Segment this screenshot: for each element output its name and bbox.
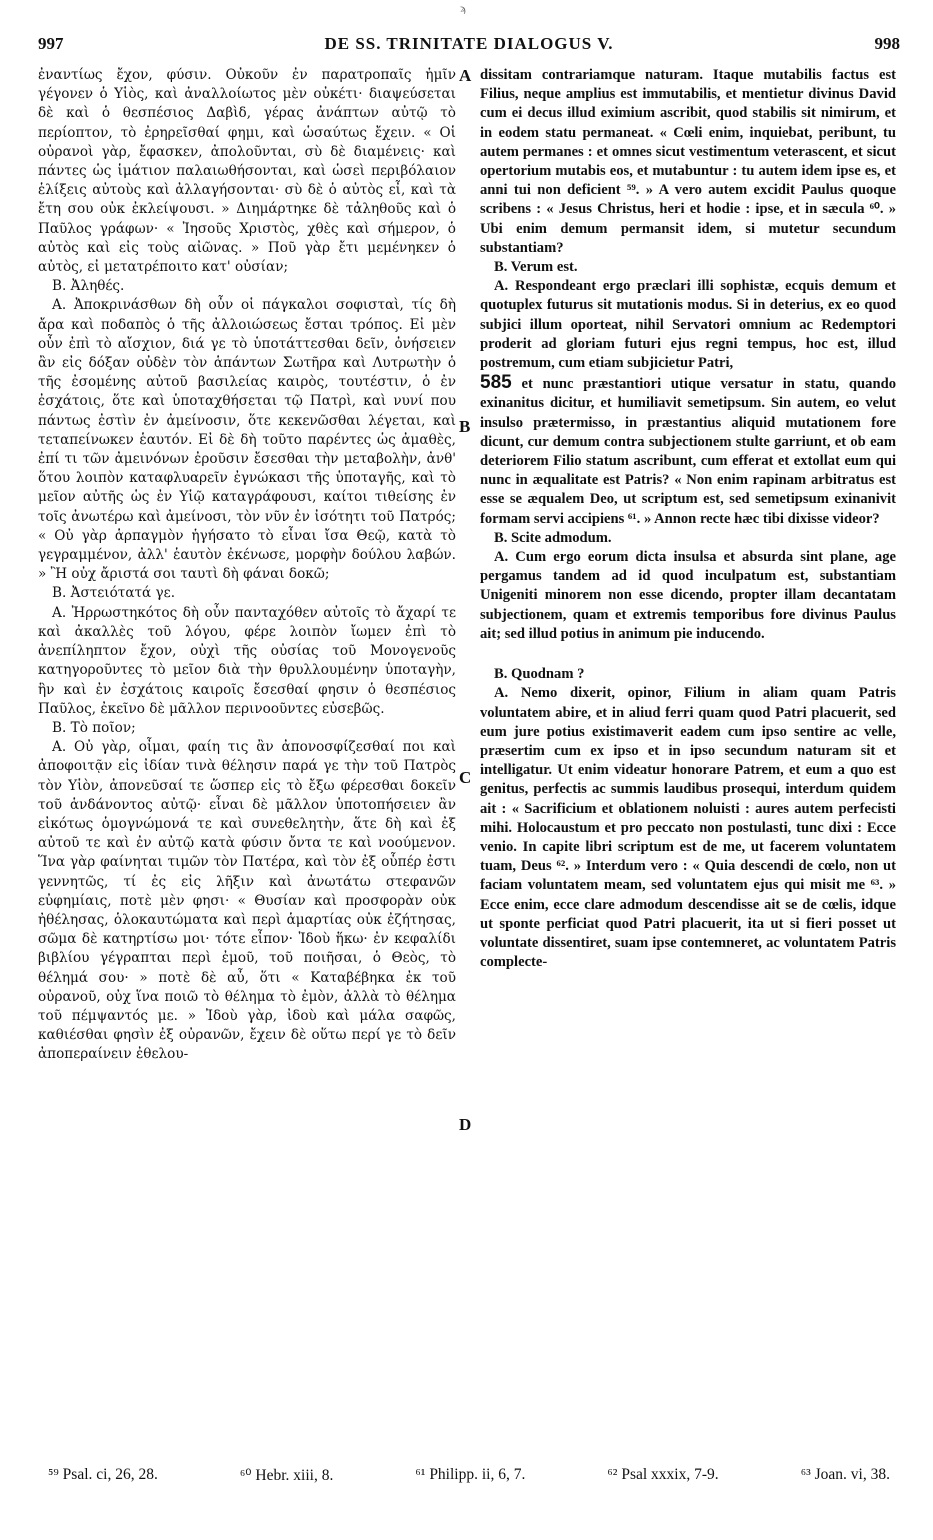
greek-paragraph: ἐναντίως ἔχον, φύσιν. Οὐκοῦν ἐν παρατροπαῖς ἡμῖν γέγονεν ὁ Υἱὸς, καὶ ἀναλλοίωτος μὲν οὐκέτι· διαψεύσεται δὲ καὶ ὁ θεσπέσιος Δαβὶδ, γέρας ἀνάπτων αὐτῷ τὸ περίοπτον, τὸ ἐρηρεῖσθαί φημι, καὶ ὡσαύτως ἔχειν. « Οἱ οὐρανοὶ γὰρ, ἔφασκεν, ἀπολοῦνται, σὺ δὲ διαμένεις· καὶ πάντες ὡς ἱμάτιον παλαιωθήσονται, καὶ ὡσεὶ περιβόλαιον ἑλίξεις αὐτοὺς καὶ ἀλλαγήσονται· σὺ δὲ ὁ αὐτὸς εἶ, καὶ τὰ ἔτη σου οὐκ ἐκλείψουσι. » Διημάρτηκε δὲ τἀληθοῦς καὶ ὁ Παῦλος γράφων· « Ἰησοῦς Χριστὸς, χθὲς καὶ σήμερον, ὁ αὐτὸς καὶ εἰς τοὺς αἰῶνας. » Ποῦ γὰρ ἔτι μεμένηκεν ὁ αὐτὸς, εἰ μετατρέποιτο κατ' οὐσίαν; xyxy=(38,67,456,276)
latin-paragraph: B. Quodnam ? xyxy=(494,666,585,683)
inline-page-number: 585 xyxy=(480,372,512,394)
latin-paragraph: dissitam contrariamque naturam. Itaque mutabilis factus est Filius, neque amplius est immutabilis, et mentietur divinus David cum ei decus illud eximium ascribit, quod stabilis sit nimirum, et in eodem statu permaneat. « Cœli enim, inquiebat, peribunt, tu autem permanes : et omnes sicut vestimentum veterascent, et sicut opertorium mutabis eos, et mutabuntur : tu autem idem ipse es, et anni tui non deficient ⁵⁹. » A vero autem excidit Paulus quoque scribens : « Jesus Christus, heri et hodie : ipse, et in sæcula ⁶⁰. » Ubi enim demum permansit idem, si mutetur secundum substantiam? xyxy=(480,67,896,256)
latin-paragraph: B. Scite admodum. xyxy=(494,529,612,546)
page-number-right: 998 xyxy=(874,34,900,53)
footnote: ⁶¹ Philipp. ii, 6, 7. xyxy=(415,1466,526,1483)
page-ornament: ϡ xyxy=(460,4,466,15)
latin-paragraph: A. Nemo dixerit, opinor, Filium in aliam quam Patris voluntatem abire, et in aliud ferri quam quod Patri placuerit, sed eum jure potius existimaverit eadem cum ipso sentire ac velle, præsertim cum ex ipso et in ipso secundum naturam sit et intelligatur. Ut enim videatur honorare Patrem, et eum a quo est genitus, perfectis ac summis laudibus prosequi, interdum quidem ait : « Sacrificium et oblationem noluisti : aures autem perfecisti mihi. Holocaustum et pro peccato non postulasti, tunc dixi : Ecce venio. In capite libri scriptum est de me, ut facerem voluntatem tuam, Deus ⁶². » Interdum vero : « Quia descendi de cœlo, non ut faciam voluntatem meam, sed voluntatem ejus qui misit me ⁶³. » Ecce enim, ecce clare admodum descendisse ait se de cœlis, idque ut sponte perficiat quod Patri placuerit, ita ut si fieri posset ut voluntate dissentiret, suam ipse contemneret, ac voluntatem Patris complecte- xyxy=(480,685,896,971)
greek-column xyxy=(38,66,456,1065)
section-marker-d: D xyxy=(459,1115,472,1134)
footnote: ⁵⁹ Psal. ci, 26, 28. xyxy=(48,1466,158,1483)
latin-paragraph: A. Respondeant ergo præclari illi sophistæ, ecquis demum et quotuplex futurus sit mutationis modus. Si in deterius, ex eo quod subjici illum oporteat, nihil Servatori omnium ac Redemptori proderit ad gloriam futuri ejus regni tempus, hoc est, illud postremum, cum etiam subjicietur Patri, xyxy=(480,278,896,372)
footnote: ⁶⁰ Hebr. xiii, 8. xyxy=(239,1467,334,1484)
footnotes xyxy=(38,1466,900,1485)
greek-paragraph: Β. Ἀστειότατά γε. xyxy=(52,585,176,602)
page-number-left: 997 xyxy=(38,34,64,53)
greek-paragraph: Α. Ἀποκρινάσθων δὴ οὖν οἱ πάγκαλοι σοφισταὶ, τίς δὴ ἄρα καὶ ποδαπὸς ὁ τῆς ἀλλοιώσεως ἔσται τρόπος. Εἰ μὲν οὖν ἐπὶ τὸ αἴσχιον, διά γε τὸ ὑποτάττεσθαι δεῖν, ὀνήσειεν ἂν εἰς δόξαν οὐδὲν τὸν ἁπάντων Σωτῆρα καὶ Λυτρωτὴν ὁ τῆς ἐσομένης αὐτοῦ βασιλείας καιρὸς, τουτέστιν, ὁ ἐν ἐσχάτοις, ὅτε καὶ ὑποταχθήσεται τῷ Πατρὶ, καὶ νυνί που πάντως ἐστὶν ἐν ἀμείνοσιν, ὅτε κεκενῶσθαι λέγεται, καὶ τεταπείνωκεν ἑαυτόν. Εἰ δὲ δὴ τοῦτο παρέντες ὡς ἀμαθὲς, ἐπί τι τῶν ἀμεινόνων ἐροῦσιν ἔσεσθαι τὴν μεταβολὴν, ἀνθ' ὅτου λοιπὸν καταφλυαρεῖν ἐγνώκασι τῆς ὑποταγῆς, καὶ τὸ μεῖον αὐτῆς ὡς ἐν Υἱῷ καταγράφουσι, καίτοι τιθείσης ἐν τοῖς ἀνωτέρω καὶ ἀμείνοσι, τὸν νῦν ἐν ἰσότητι τοῦ Πατρός; « Οὐ γὰρ ἁρπαγμὸν ἡγήσατο τὸ εἶναι ἴσα Θεῷ, κατὰ τὸ γεγραμμένον, ἀλλ' ἑαυτὸν ἐκένωσε, μορφὴν δούλου λαβών. » Ἢ οὐχ ἄριστά σοι ταυτὶ δὴ φάναι δοκῶ; xyxy=(38,297,456,583)
greek-paragraph: Α. Ἠρρωστηκότος δὴ οὖν πανταχόθεν αὐτοῖς τὸ ἄχαρί τε καὶ ἀκαλλὲς τοῦ λόγου, φέρε λοιπὸν ἴωμεν ἐπὶ τὸ ἀνεπίληπτον ἔχον, οὐχὶ τῆς οὐσίας τοῦ Μονογενοῦς κατηγοροῦντες τὸ μεῖον διὰ τὴν θρυλλουμένην ὑποταγὴν, ἣν καὶ ἐν ἐσχάτοις καιροῖς ἔσεσθαί φησιν ὁ θεσπέσιος Παῦλος, ἐκεῖνο δὲ μᾶλλον περινοοῦντες εὐσεβῶς. xyxy=(38,604,456,717)
latin-paragraph: A. Cum ergo eorum dicta insulsa et absurda sint plane, age pergamus tandem ad id quod inculpatum est, substantiam Unigeniti minorem non esse dicendo, propter illam decantatam subjectionem, quam et extremis temporibus fore divinus Paulus ait; sed illud potius in animum pie inducendo. xyxy=(480,549,896,642)
footnote: ⁶² Psal xxxix, 7-9. xyxy=(607,1466,719,1483)
latin-paragraph: B. Verum est. xyxy=(494,259,578,276)
latin-paragraph-continued: et nunc præstantiori utique versatur in statu, quando exinanitus dicitur, et humiliavit semetipsum. Sin autem, eo velut insulso prætermisso, in præstantius aliquid mutationem fore dicunt, cur demum contra subjectionem stulte garriunt, et ob eam deteriorem Filio statum ascribunt, cum efferat et extollat eum qui nunc in æqualitate est Patris? « Non enim rapinam arbitratus est esse se æqualem Deo, ut scriptum est, sed semetipsum exinanivit formam servi accipiens ⁶¹. » Annon recte hæc tibi dixisse videor? xyxy=(480,376,896,527)
latin-column xyxy=(480,66,896,972)
section-marker-b: B xyxy=(459,417,471,436)
running-title: DE SS. TRINITATE DIALOGUS V. xyxy=(324,34,614,53)
greek-paragraph: Β. Τὸ ποῖον; xyxy=(52,719,136,736)
footnote: ⁶³ Joan. vi, 38. xyxy=(800,1466,890,1483)
section-marker-c: C xyxy=(459,768,472,787)
section-marker-a: A xyxy=(459,66,472,85)
greek-paragraph: Α. Οὐ γὰρ, οἶμαι, φαίη τις ἂν ἀπονοσφίζεσθαί ποι καὶ ἀποφοιτᾷν εἰς ἰδίαν τινὰ θέλησιν παρά γε τὴν τοῦ Πατρὸς τὸν Υἱὸν, ἀπονεῦσαί τε ὥσπερ εἰς τὸ ἔξω φέρεσθαι δοκεῖν τοῦ ἁνδάνοντος αὐτῷ· εἶναι δὲ μᾶλλον ὑποτοπήσειεν ἂν εἰκότως ὁμογνώμονά τε καὶ συνεθελητὴν, ἅτε δὴ καὶ ἐξ αὐτοῦ τε καὶ ἐν αὐτῷ κατὰ φύσιν ὄντα τε καὶ νοούμενον. Ἵνα γὰρ φαίνηται τιμῶν τὸν Πατέρα, καὶ τὸν ἐξ οὗπέρ ἐστι γεννητῶς, τί ἐς εἰς λῆξιν καὶ ἀνωτάτω στεφανῶν εὐφημίαις, ποτὲ μὲν φησι· « Θυσίαν καὶ προσφορὰν οὐκ ἠθέλησας, ὁλοκαυτώματα καὶ περὶ ἁμαρτίας οὐκ ἐζήτησας, σῶμα δὲ κατηρτίσω μοι· τότε εἶπον· Ἰδοὺ ἥκω· ἐν κεφαλίδι βιβλίου γέγραπται περὶ ἐμοῦ, τοῦ ποιῆσαι, ὁ Θεὸς, τὸ θέλημά σου· » ποτὲ δὲ αὖ, ὅτι « Καταβέβηκα ἐκ τοῦ οὐρανοῦ, οὐχ ἵνα ποιῶ τὸ θέλημα τὸ ἐμὸν, ἀλλὰ τὸ θέλημα τοῦ πέμψαντός με. » Ἰδοὺ γὰρ, ἰδοὺ καὶ μάλα σαφῶς, καθιέσθαι φησὶν ἐξ οὐρανῶν, ἔχειν δὲ οὕτω περί γε τὸ δεῖν ἀποπεραίνειν ἐθελου- xyxy=(38,739,456,1063)
running-header xyxy=(38,34,900,58)
greek-paragraph: Β. Ἀληθές. xyxy=(52,278,125,295)
